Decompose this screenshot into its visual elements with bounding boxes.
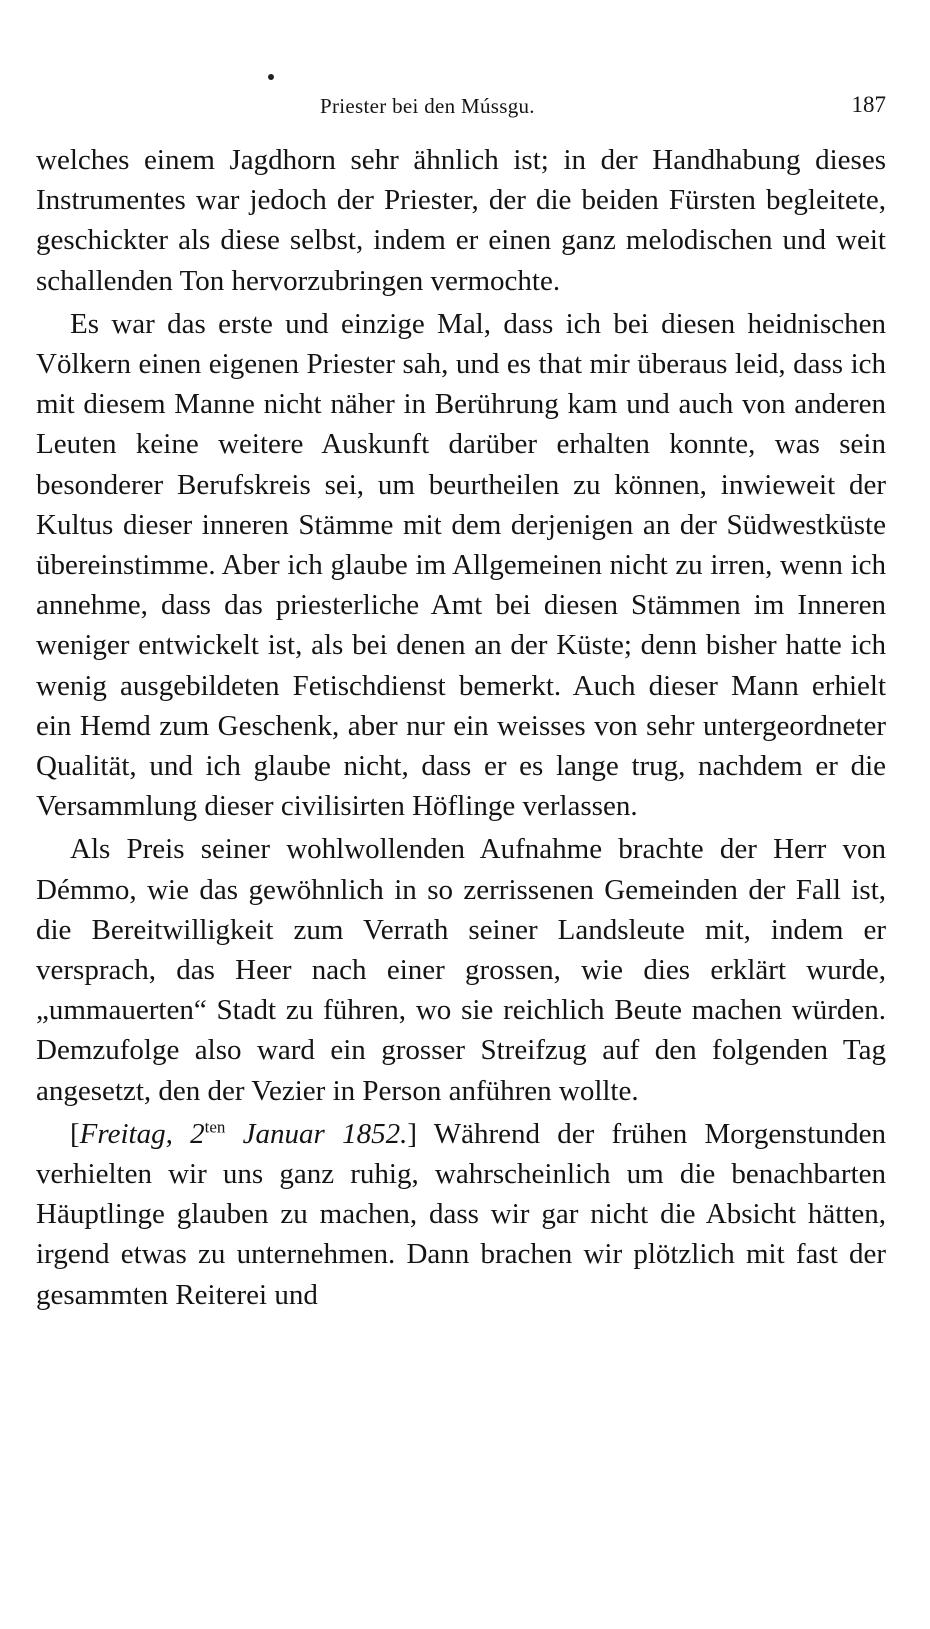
running-head (36, 88, 886, 128)
date-open-bracket: [ (70, 1117, 80, 1150)
date-month-year: Januar 1852. (242, 1117, 408, 1150)
date-day-suffix: ten (204, 1117, 226, 1137)
page-number: 187 (851, 92, 886, 117)
paragraph-4-text: Während der frühen Morgenstunden verhielten wir uns ganz ruhig, wahrscheinlich um die benachbarten Häuptlinge glauben zu machen, dass wir gar nicht die Absicht hätten, irgend etwas zu unternehmen. Dann brachen wir plötzlich mit fast der gesammten Reiterei und (36, 1117, 886, 1311)
date-day: Freitag, (79, 1117, 173, 1150)
running-title: Priester bei den Mússgu. (320, 94, 535, 118)
paragraph-1: welches einem Jagdhorn sehr ähnlich ist; in der Handhabung dieses Instrumentes war jedoch der Priester, der die beiden Fürsten begleitete, geschickter als diese selbst, indem er einen ganz melodischen und weit schallenden Ton hervorzubringen vermochte. (36, 144, 886, 297)
paragraph-3: Als Preis seiner wohlwollenden Aufnahme brachte der Herr von Démmo, wie das gewöhnlich in so zerrissenen Gemeinden der Fall ist, die Bereitwilligkeit zum Verrath seiner Landsleute mit, indem er versprach, das Heer nach einer grossen, wie dies erklärt wurde, „ummauerten“ Stadt zu führen, wo sie reichlich Beute machen würden. Demzufolge also ward ein grosser Streifzug auf den folgenden Tag angesetzt, den der Vezier in Person anführen wollte. (36, 833, 886, 1107)
paragraph-2: Es war das erste und einzige Mal, dass ich bei diesen heidnischen Völkern einen eigenen Priester sah, und es that mir überaus leid, dass ich mit diesem Manne nicht näher in Berührung kam und auch von anderen Leuten keine weitere Auskunft darüber erhalten konnte, was sein besonderer Berufskreis sei, um beurtheilen zu können, inwieweit der Kultus dieser inneren Stämme mit dem derjenigen an der Südwestküste übereinstimme. Aber ich glaube im Allgemeinen nicht zu irren, wenn ich annehme, dass das priesterliche Amt bei diesen Stämmen im Inneren weniger entwickelt ist, als bei denen an der Küste; denn bisher hatte ich wenig ausgebildeten Fetischdienst bemerkt. Auch dieser Mann erhielt ein Hemd zum Geschenk, aber nur ein weisses von sehr untergeordneter Qualität, und ich glaube nicht, dass er es lange trug, nachdem er die Versammlung dieser civilisirten Höflinge verlassen. (36, 307, 886, 823)
date-close-bracket: ] (407, 1117, 417, 1150)
print-speck (268, 74, 274, 80)
paragraph-4 (36, 1114, 886, 1315)
date-day-number: 2 (190, 1117, 205, 1150)
body-text (36, 140, 886, 1315)
